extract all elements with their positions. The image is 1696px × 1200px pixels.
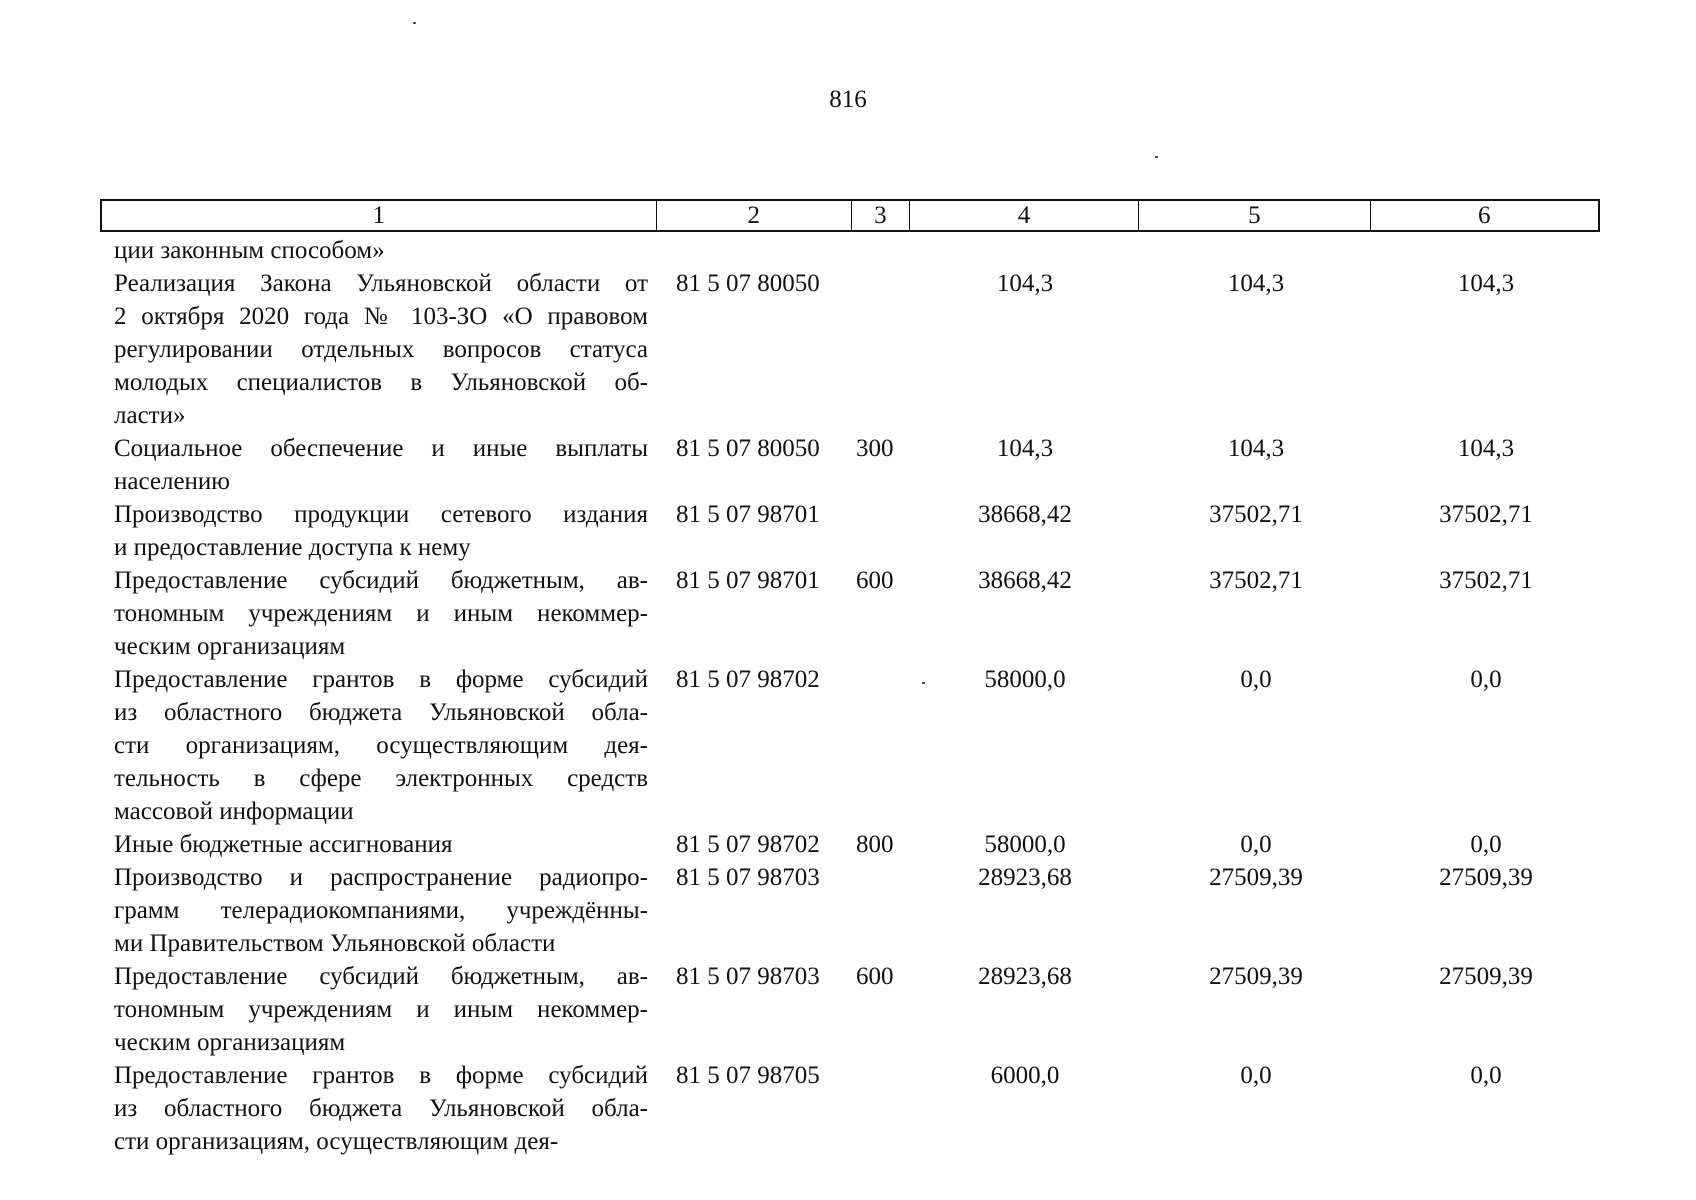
row-code-cell: 81 5 07 98703 — [676, 963, 820, 990]
row-value-col4: 38668,42 — [978, 567, 1072, 594]
row-name-line: массовой информации — [114, 798, 354, 825]
row-name-line: ческим организациям — [114, 633, 346, 660]
row-type-cell — [852, 663, 910, 828]
row-name-line: населению — [114, 468, 230, 495]
row-code-cell: 81 5 07 80050 — [676, 435, 820, 462]
row-name-cell — [100, 234, 656, 267]
row-type-cell — [852, 498, 910, 564]
row-type-cell: 600 — [856, 567, 894, 594]
table-row — [100, 498, 1600, 564]
row-type-cell: 300 — [856, 435, 894, 462]
row-value-col4: 38668,42 — [978, 501, 1072, 528]
row-type-cell — [852, 234, 910, 267]
row-value-col4: 58000,0 — [984, 831, 1066, 858]
row-name-line: сти организациям, осуществляющим дея- — [114, 1128, 559, 1155]
header-col-3: 3 — [852, 201, 910, 230]
row-name-line: молодых специалистов в Ульяновской об- — [114, 369, 648, 396]
row-value-col5: 0,0 — [1240, 831, 1272, 858]
row-value-col4: 104,3 — [996, 270, 1054, 297]
row-name-cell — [100, 498, 656, 564]
table-row — [100, 234, 1600, 267]
table-row — [100, 564, 1600, 663]
row-value-col4: 104,3 — [996, 435, 1054, 462]
row-value-col6: 0,0 — [1470, 1062, 1502, 1089]
table-row — [100, 828, 1600, 861]
table-row — [100, 861, 1600, 960]
row-name-line: ции законным способом» — [114, 237, 385, 264]
row-value-col5: 104,3 — [1227, 435, 1285, 462]
header-col-1: 1 — [102, 201, 657, 230]
header-col-6: 6 — [1478, 202, 1491, 229]
table-row — [100, 432, 1600, 498]
row-name-cell — [100, 1059, 656, 1158]
row-name-line: сти организациям, осуществляющим дея- — [114, 732, 648, 759]
row-name-line: Реализация Закона Ульяновской области от — [114, 270, 648, 297]
row-name-line: грамм телерадиокомпаниями, учреждённы- — [114, 897, 648, 924]
row-type-cell — [852, 267, 910, 432]
row-name-line: тономным учреждениям и иным некоммер- — [114, 600, 648, 627]
row-value-col6: 104,3 — [1457, 435, 1515, 462]
row-name-cell — [100, 663, 656, 828]
row-value-col5: 0,0 — [1240, 666, 1272, 693]
row-value-col6 — [1372, 234, 1600, 267]
row-code-cell — [656, 234, 852, 267]
row-name-line: из областного бюджета Ульяновской обла- — [114, 1095, 648, 1122]
row-value-col6: 37502,71 — [1439, 501, 1533, 528]
row-name-line: Социальное обеспечение и иные выплаты — [114, 435, 648, 462]
header-col-2: 2 — [657, 201, 852, 230]
row-name-line: 2 октября 2020 года № 103-ЗО «О правовом — [114, 303, 648, 330]
row-name-cell — [100, 432, 656, 498]
row-name-cell — [100, 564, 656, 663]
row-value-col6: 104,3 — [1457, 270, 1515, 297]
row-value-col4 — [910, 234, 1140, 267]
header-col-5: 5 — [1139, 201, 1370, 230]
row-value-col6: 37502,71 — [1439, 567, 1533, 594]
row-name-line: тономным учреждениям и иным некоммер- — [114, 996, 648, 1023]
header-col-4: 4 — [910, 201, 1139, 230]
row-code-cell: 81 5 07 98701 — [676, 501, 820, 528]
row-value-col5: 27509,39 — [1209, 864, 1303, 891]
table-body — [100, 234, 1600, 1158]
row-name-cell — [100, 861, 656, 960]
row-code-cell: 81 5 07 98702 — [676, 666, 820, 693]
row-value-col4: 58000,0 — [984, 666, 1066, 693]
row-name-line: Предоставление субсидий бюджетным, ав- — [114, 963, 648, 990]
row-value-col5: 37502,71 — [1209, 501, 1303, 528]
row-type-cell: 800 — [856, 831, 894, 858]
row-code-cell: 81 5 07 98703 — [676, 864, 820, 891]
page-number: 816 — [829, 86, 867, 113]
row-value-col5: 27509,39 — [1209, 963, 1303, 990]
row-type-cell — [852, 861, 910, 960]
row-code-cell: 81 5 07 98701 — [676, 567, 820, 594]
row-value-col6: 27509,39 — [1439, 963, 1533, 990]
row-name-line: и предоставление доступа к нему — [114, 534, 471, 561]
row-code-cell: 81 5 07 80050 — [676, 270, 820, 297]
row-value-col4: 28923,68 — [978, 963, 1072, 990]
table-header-row — [100, 199, 1600, 232]
table-row — [100, 663, 1600, 828]
row-type-cell: 600 — [856, 963, 894, 990]
table-row — [100, 960, 1600, 1059]
row-name-line: Предоставление грантов в форме субсидий — [114, 1062, 648, 1089]
row-value-col5: 0,0 — [1240, 1062, 1272, 1089]
row-code-cell: 81 5 07 98702 — [676, 831, 820, 858]
row-name-cell — [100, 828, 656, 861]
row-name-line: Предоставление грантов в форме субсидий — [114, 666, 648, 693]
row-name-line: ласти» — [114, 402, 186, 429]
row-value-col5: 104,3 — [1227, 270, 1285, 297]
row-name-line: Производство продукции сетевого издания — [114, 501, 648, 528]
row-name-line: Предоставление субсидий бюджетным, ав- — [114, 567, 648, 594]
row-name-line: Иные бюджетные ассигнования — [114, 831, 453, 858]
row-value-col5 — [1140, 234, 1372, 267]
row-name-cell — [100, 267, 656, 432]
row-name-cell — [100, 960, 656, 1059]
row-value-col4: 28923,68 — [978, 864, 1072, 891]
scan-speck — [413, 22, 416, 24]
row-type-cell — [852, 1059, 910, 1158]
table-row — [100, 1059, 1600, 1158]
row-name-line: регулировании отдельных вопросов статуса — [114, 336, 648, 363]
table-row — [100, 267, 1600, 432]
row-value-col5: 37502,71 — [1209, 567, 1303, 594]
row-value-col6: 0,0 — [1470, 666, 1502, 693]
row-value-col6: 27509,39 — [1439, 864, 1533, 891]
row-name-line: Производство и распространение радиопро- — [114, 864, 648, 891]
row-name-line: тельность в сфере электронных средств — [114, 765, 648, 792]
row-name-line: ми Правительством Ульяновской области — [114, 930, 556, 957]
row-name-line: ческим организациям — [114, 1029, 346, 1056]
scan-speck — [922, 682, 925, 684]
row-code-cell: 81 5 07 98705 — [676, 1062, 820, 1089]
row-value-col6: 0,0 — [1470, 831, 1502, 858]
row-value-col4: 6000,0 — [990, 1062, 1060, 1089]
row-name-line: из областного бюджета Ульяновской обла- — [114, 699, 648, 726]
scan-speck — [1155, 156, 1158, 158]
